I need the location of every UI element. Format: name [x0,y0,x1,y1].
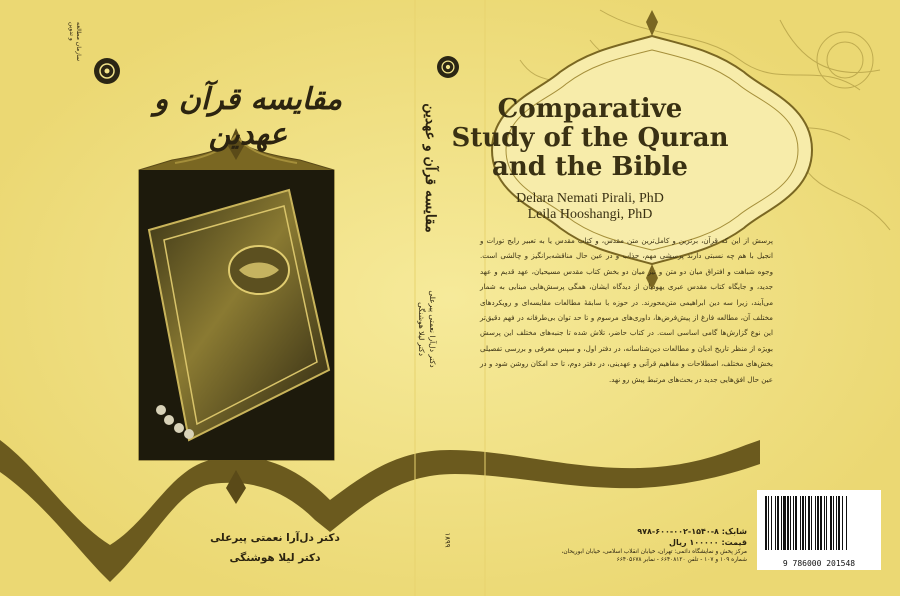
back-author-1: دکتر دل‌آرا نعمتی پیرعلی [210,532,340,544]
spine-author-1: دکتر دل‌آرا نعمتی پیرعلی [428,290,437,368]
publisher-logo-icon [94,58,120,84]
barcode-number: 9 786000 201548 [782,559,856,568]
back-author-2: دکتر لیلا هوشنگی [229,552,321,564]
isbn: شابک: ۸-۱۵۴۰-۰۰۲-۶۰۰-۹۷۸ [637,527,747,536]
front-cover-authors [470,191,710,223]
back-cover-title: مقایسه قرآن و عهدین [153,82,343,152]
spine-number: ۱۸۹۹ [443,532,452,548]
title-line-2: Study of the Quran [451,123,729,153]
barcode [757,490,881,570]
price: قیمت: ۱۰۰۰۰۰ ریال [669,538,747,547]
author-1: Delara Nemati Pirali, PhD [516,191,664,206]
spine-authors [416,264,438,394]
isbn-block [487,526,747,564]
spine-author-2: دکتر لیلا هوشنگی [417,302,426,356]
barcode-bars [757,494,881,560]
author-2: Leila Hooshangi, PhD [527,207,653,222]
publisher-phone: شماره ۱۰۹ و ۱۰۷ - تلفن ۶۶۴۰۸۱۲۰ - نمابر ۶۶۴۰۵۶۷۸ [616,557,747,563]
back-blurb: پرسش از این که قرآن، برترین و کامل‌ترین متن مقدس، و کتاب مقدس یا به تعبیر رایج تورات و انجیل با هم چه نسبتی دارند پرسشی مهم، جذاب و در عین حال مناقشه‌برانگیز و چالشی است. وجوه شباهت و افتراق میان دو متن و نیز میان دو بخش کتاب مقدس مسیحیان، عهد قدیم و عهد جدید، و جایگاه کتاب مقدس عبری یهودیان از دیدگاه ایشان، همگی پرسش‌هایی مبنایی به شمار می‌آیند، زیرا سه دین ابراهیمی متن‌محورند. در حوزه با سابقهٔ مطالعات مقایسه‌ای و رویکردهای مختلف آن، مطالعه فارغ از پیش‌فرض‌ها، داوری‌های مرسوم و تا حد توان بی‌طرفانه در فهم دقیق‌تر این نوع گزارش‌ها گامی اساسی است. در کتاب حاضر، تلاش شده تا جنبه‌های مختلف این پرسش بویژه از منظر تاریخ ادیان و مطالعات دین‌شناسانه، در دفتر اول، و سپس معرفی و بررسی تفصیلی بخش‌های مختلف، اصطلاحات و مفاهیم قرآنی و عهدینی، در دفتر دوم، تا حد امکان روشن شود و در عین حال افق‌هایی جدید در بحث‌های مرتبط پیش رو نهد. [480,236,773,384]
title-line-3: and the Bible [492,152,688,182]
publisher-logo-text: سازمان مطالعه و تدوین [68,22,82,62]
back-cover-authors [170,528,380,568]
title-line-1: Comparative [497,94,683,124]
front-cover-title [440,95,740,182]
book-photo [139,170,334,460]
publisher-logo-icon [437,56,459,78]
publisher-address: مرکز پخش و نمایشگاه دائمی: تهران، خیابان انقلاب اسلامی، خیابان ابوریحان، [561,549,747,555]
spine-title: مقایسه قرآن و عهدین [422,103,438,233]
